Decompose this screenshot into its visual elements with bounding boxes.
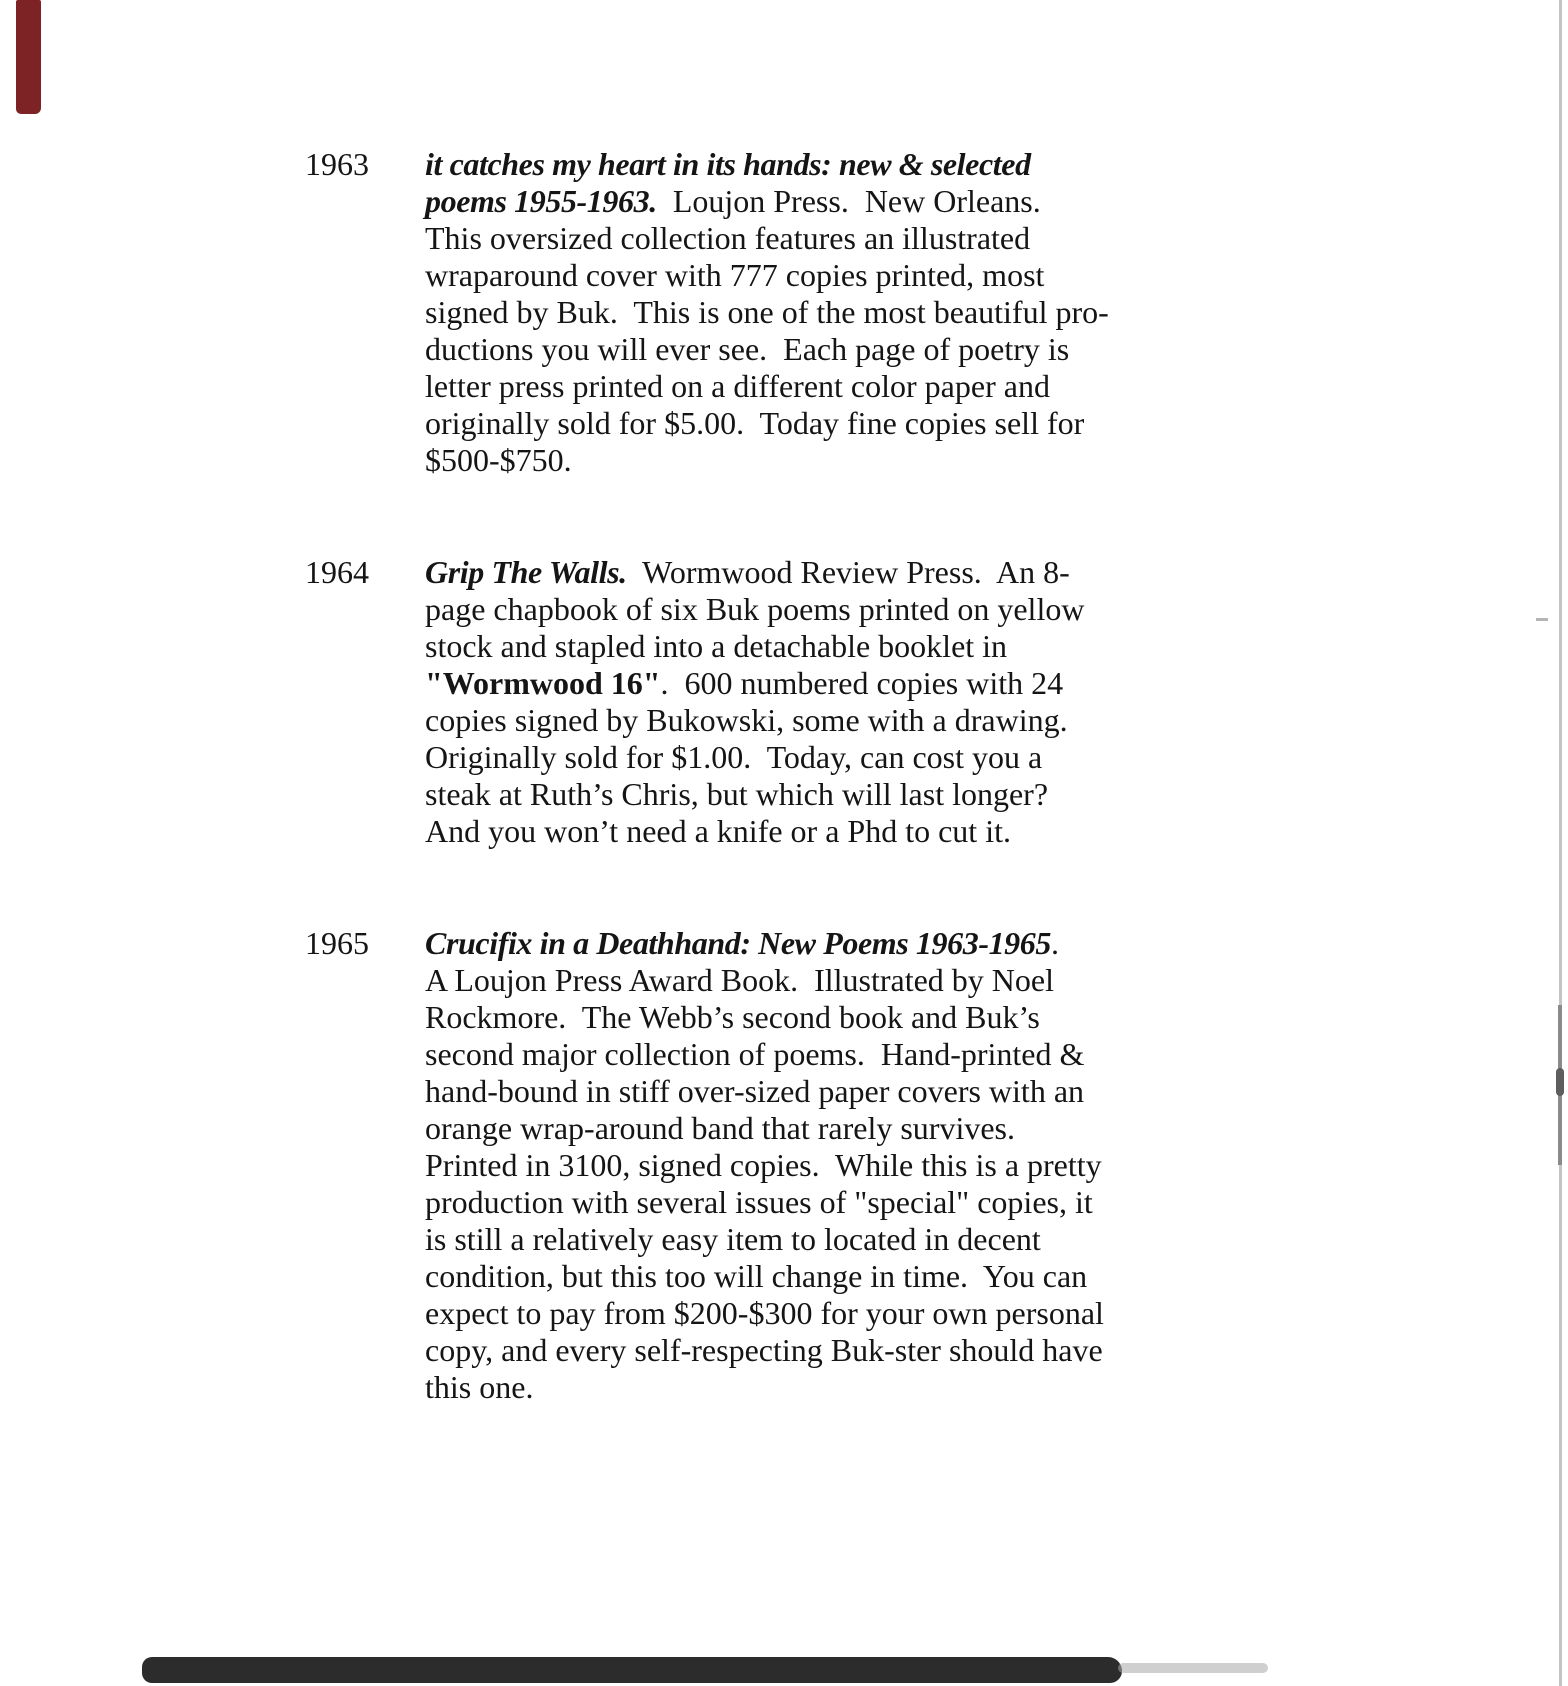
text-line (425, 146, 1265, 183)
text-segment: this one. (425, 1369, 534, 1405)
text-line (425, 183, 1265, 220)
text-line (425, 702, 1265, 739)
text-segment: Originally sold for $1.00. Today, can cost you a (425, 739, 1043, 775)
scan-artifact-right-edge-blob (1556, 1068, 1564, 1096)
text-line (425, 1036, 1265, 1073)
text-line (425, 1110, 1265, 1147)
text-segment: copy, and every self-respecting Buk-ster should have (425, 1332, 1103, 1368)
text-line (425, 554, 1265, 591)
scan-artifact-bottom-bar (142, 1657, 1122, 1683)
text-line (425, 813, 1265, 850)
text-segment: steak at Ruth’s Chris, but which will last longer? (425, 776, 1049, 812)
text-segment: And you won’t need a knife or a Phd to cut it. (425, 813, 1011, 849)
text-segment: page chapbook of six Buk poems printed on yellow (425, 591, 1085, 627)
text-segment: signed by Buk. This is one of the most beautiful pro- (425, 294, 1109, 330)
entry-text (425, 554, 1265, 850)
text-segment: copies signed by Bukowski, some with a drawing. (425, 702, 1068, 738)
text-line (425, 1258, 1265, 1295)
text-segment: wraparound cover with 777 copies printed, most (425, 257, 1045, 293)
entry-text (425, 146, 1265, 479)
text-line (425, 1295, 1265, 1332)
text-line (425, 925, 1265, 962)
text-line (425, 591, 1265, 628)
text-segment: Rockmore. The Webb’s second book and Buk’s (425, 999, 1040, 1035)
text-line (425, 628, 1265, 665)
text-line (425, 294, 1265, 331)
scan-artifact-bottom-smudge (1118, 1663, 1268, 1673)
text-line (425, 442, 1265, 479)
text-segment: it catches my heart in its hands: new & selected (425, 146, 1031, 182)
text-line (425, 331, 1265, 368)
text-segment: Printed in 3100, signed copies. While this is a pretty (425, 1147, 1102, 1183)
text-segment: poems 1955-1963. (425, 183, 657, 219)
text-segment: orange wrap-around band that rarely survives. (425, 1110, 1015, 1146)
entry-year: 1965 (305, 925, 369, 961)
text-segment: stock and stapled into a detachable booklet in (425, 628, 1008, 664)
text-segment: condition, but this too will change in time. You can (425, 1258, 1088, 1294)
entry-text (425, 925, 1265, 1406)
text-segment: This oversized collection features an illustrated (425, 220, 1031, 256)
scan-artifact-red-bar (16, 0, 41, 114)
entry-year: 1964 (305, 554, 369, 590)
text-line (425, 1332, 1265, 1369)
text-segment: $500-$750. (425, 442, 572, 478)
text-segment: second major collection of poems. Hand-printed & (425, 1036, 1085, 1072)
text-segment: . 600 numbered copies with 24 (660, 665, 1064, 701)
bibliography-entry-1963 (305, 146, 1265, 479)
text-line (425, 776, 1265, 813)
text-segment: production with several issues of "special" copies, it (425, 1184, 1093, 1220)
text-segment: is still a relatively easy item to located in decent (425, 1221, 1041, 1257)
text-segment: hand-bound in stiff over-sized paper covers with an (425, 1073, 1085, 1109)
text-segment: originally sold for $5.00. Today fine copies sell for (425, 405, 1085, 441)
bibliography-entry-1964 (305, 554, 1265, 850)
text-segment: letter press printed on a different color paper and (425, 368, 1050, 404)
text-line (425, 962, 1265, 999)
text-line (425, 368, 1265, 405)
scan-artifact-right-dash (1536, 618, 1548, 621)
text-segment: "Wormwood 16" (425, 665, 661, 701)
text-line (425, 1147, 1265, 1184)
text-segment: expect to pay from $200-$300 for your own personal (425, 1295, 1104, 1331)
text-line (425, 1184, 1265, 1221)
bibliography-entries (305, 146, 1265, 1406)
bibliography-entry-1965 (305, 925, 1265, 1406)
text-segment: Loujon Press. New Orleans. (656, 183, 1041, 219)
text-segment: . (1050, 925, 1059, 961)
entry-year: 1963 (305, 146, 369, 182)
text-line (425, 1221, 1265, 1258)
text-line (425, 405, 1265, 442)
text-line (425, 1073, 1265, 1110)
text-line (425, 739, 1265, 776)
text-segment: Wormwood Review Press. An 8- (626, 554, 1070, 590)
text-segment: Grip The Walls. (425, 554, 627, 590)
text-line (425, 257, 1265, 294)
text-line (425, 220, 1265, 257)
text-line (425, 999, 1265, 1036)
text-line (425, 665, 1265, 702)
scan-artifact-right-edge-line (1559, 0, 1562, 1686)
text-line (425, 1369, 1265, 1406)
text-segment: ductions you will ever see. Each page of poetry is (425, 331, 1070, 367)
text-segment: Crucifix in a Deathhand: New Poems 1963-1965 (425, 925, 1051, 961)
text-segment: A Loujon Press Award Book. Illustrated by Noel (425, 962, 1054, 998)
